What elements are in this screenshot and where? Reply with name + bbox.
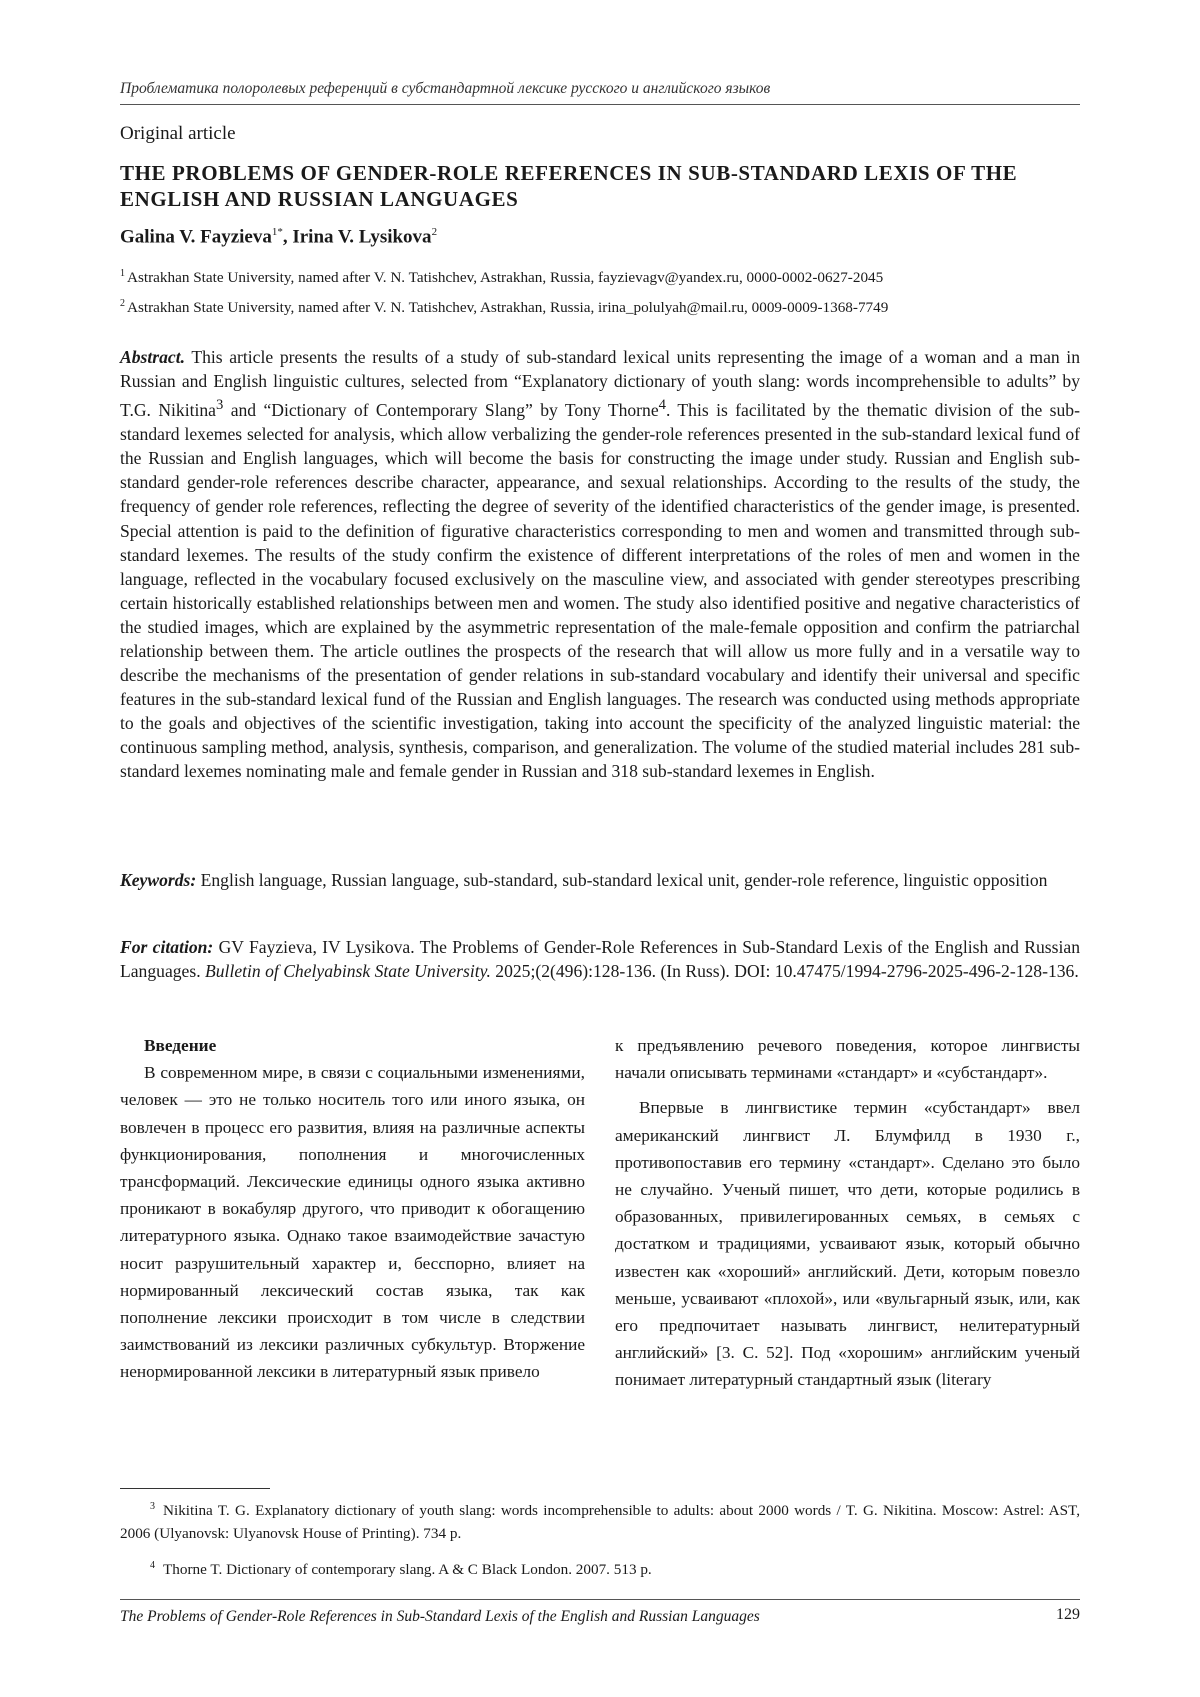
- abstract-text: This article presents the results of a study of sub-standard lexical units representing the image of a woman and a man in Russian and English linguistic cultures, selected from “Explanatory dictionary of youth slang: words incomprehensible to adults” by T.G. Nikitina: [120, 347, 1080, 421]
- keywords: [120, 868, 1080, 892]
- citation-journal: Bulletin of Chelyabinsk State University.: [205, 961, 491, 982]
- abstract: [120, 345, 1080, 784]
- footnote-mark: 4: [150, 1560, 155, 1571]
- citation-text: 2025;(2(496):128-136. (In Russ). DOI: 10.47475/1994-2796-2025-496-2-128-136.: [490, 961, 1079, 982]
- author-separator: ,: [282, 226, 293, 248]
- affiliation-text: Astrakhan State University, named after V. N. Tatishchev, Astrakhan, Russia, irina_polulyah@mail.ru, 0009-0009-1368-7749: [127, 299, 889, 317]
- affiliation-text: Astrakhan State University, named after V. N. Tatishchev, Astrakhan, Russia, fayzievagv@yandex.ru, 0000-0002-0627-2045: [127, 269, 884, 287]
- footnote: [120, 1555, 1080, 1582]
- affiliation: [120, 268, 1080, 287]
- running-header: Проблематика полоролевых референций в субстандартной лексике русского и английского языков: [120, 80, 1080, 105]
- keywords-label: Keywords:: [120, 870, 197, 890]
- keywords-text: English language, Russian language, sub-standard, sub-standard lexical unit, gender-role reference, linguistic opposition: [196, 870, 1048, 890]
- running-footer: [120, 1599, 1080, 1626]
- body-paragraph: В современном мире, в связи с социальными изменениями, человек — это не только носитель того или иного языка, он вовлечен в процесс его развития, влияя на различные аспекты функционирования, пополнения и многочисленных трансформаций. Лексические единицы одного языка активно проникают в вокабуляр другого, что приводит к обогащению литературного языка. Однако такое взаимодействие зачастую носит разрушительный характер и, бесспорно, влияет на нормированный лексический состав языка, так как пополнение лексики происходит в том числе в следствии заимствований из лексики различных субкультур. Вторжение ненормированной лексики в литературный язык привело: [120, 1063, 585, 1382]
- citation-text: GV Fayzieva, IV Lysikova. The Problems of Gender-Role References in Sub-Standard Lexis of the English and Russian Languages.: [120, 937, 1080, 982]
- footnote-text: Thorne T. Dictionary of contemporary slang. A & C Black London. 2007. 513 p.: [163, 1561, 652, 1579]
- footnote-mark: 3: [150, 1501, 155, 1512]
- affiliation-mark: 1: [120, 268, 125, 279]
- footnote-text: Nikitina T. G. Explanatory dictionary of youth slang: words incomprehensible to adults: about 2000 words / T. G. Nikitina. Moscow: Astrel: AST, 2006 (Ulyanovsk: Ulyanovsk House of Printing). 734 p.: [120, 1502, 1080, 1542]
- page-number: 129: [1056, 1606, 1080, 1623]
- affiliation: [120, 298, 1080, 317]
- body-column-right: [615, 1032, 1080, 1394]
- footnote: [120, 1496, 1080, 1545]
- citation: [120, 935, 1080, 984]
- author-affiliation-mark: 2: [431, 226, 438, 238]
- author-affiliation-mark: 1*: [271, 226, 283, 238]
- authors: [120, 226, 437, 248]
- footer-title: The Problems of Gender-Role References in Sub-Standard Lexis of the English and Russian Languages: [120, 1608, 760, 1625]
- author-name: Galina V. Fayzieva: [120, 226, 272, 248]
- affiliation-mark: 2: [120, 298, 125, 309]
- section-heading: Введение: [144, 1036, 217, 1055]
- abstract-text: and “Dictionary of Contemporary Slang” by Tony Thorne: [223, 400, 659, 421]
- abstract-text: . This is facilitated by the thematic division of the sub-standard lexemes selected for analysis, which allow verbalizing the gender-role references presented in the sub-standard lexical fund of the Russian and English languages, which will become the basis for constructing the image under study. Russian and English sub-standard gender-role references describe character, appearance, and sexual relationships. According to the results of the study, the frequency of gender role references, reflecting the degree of severity of the identified characteristics of the gender image, is presented. Special attention is paid to the definition of figurative characteristics corresponding to men and women and transmitted through sub-standard lexemes. The results of the study confirm the existence of different interpretations of the roles of men and women in the language, reflected in the vocabulary focused exclusively on the masculine view, and associated with gender stereotypes prescribing certain historically established relationships between men and women. The study also identified positive and negative characteristics of the studied images, which are explained by the asymmetric representation of the male-female opposition and confirm the patriarchal relationship between them. The article outlines the prospects of the research that will allow us more fully and in a versatile way to describe the mechanisms of the presentation of gender relations in sub-standard vocabulary and identify their universal and specific features in the sub-standard lexical fund of the Russian and English languages. The research was conducted using methods appropriate to the goals and objectives of the scientific investigation, taking into account the specificity of the analyzed linguistic material: the continuous sampling method, analysis, synthesis, comparison, and generalization. The volume of the studied material includes 281 sub-standard lexemes nominating male and female gender in Russian and 318 sub-standard lexemes in English.: [120, 400, 1080, 782]
- footnote-ref: 3: [215, 397, 224, 414]
- body-column-left: [120, 1032, 585, 1386]
- author-name: Irina V. Lysikova: [292, 226, 432, 248]
- article-title: THE PROBLEMS OF GENDER-ROLE REFERENCES IN SUB-STANDARD LEXIS OF THE ENGLISH AND RUSSIAN LANGUAGES: [120, 161, 1018, 211]
- footnote-ref: 4: [658, 397, 666, 414]
- article-type: Original article: [120, 123, 236, 144]
- abstract-label: Abstract.: [120, 347, 186, 367]
- body-paragraph: к предъявлению речевого поведения, которое лингвисты начали описывать терминами «стандарт» и «субстандарт».: [615, 1036, 1080, 1083]
- footnote-divider: [120, 1488, 270, 1489]
- body-paragraph: Впервые в лингвистике термин «субстандарт» ввел американский лингвист Л. Блумфилд в 1930 г., противопоставив его термину «стандарт». Сделано это было не случайно. Ученый пишет, что дети, которые родились в образованных, привилегированных семьях, в семьях с достатком и традициями, усваивают язык, который обычно известен как «хороший» английский. Дети, которым повезло меньше, усваивают «плохой», или «вульгарный язык, или, как его предпочитает называть лингвист, нелитературный английский» [3. С. 52]. Под «хорошим» английским ученый понимает литературный стандартный язык (literary: [615, 1098, 1080, 1390]
- citation-label: For citation:: [120, 937, 214, 957]
